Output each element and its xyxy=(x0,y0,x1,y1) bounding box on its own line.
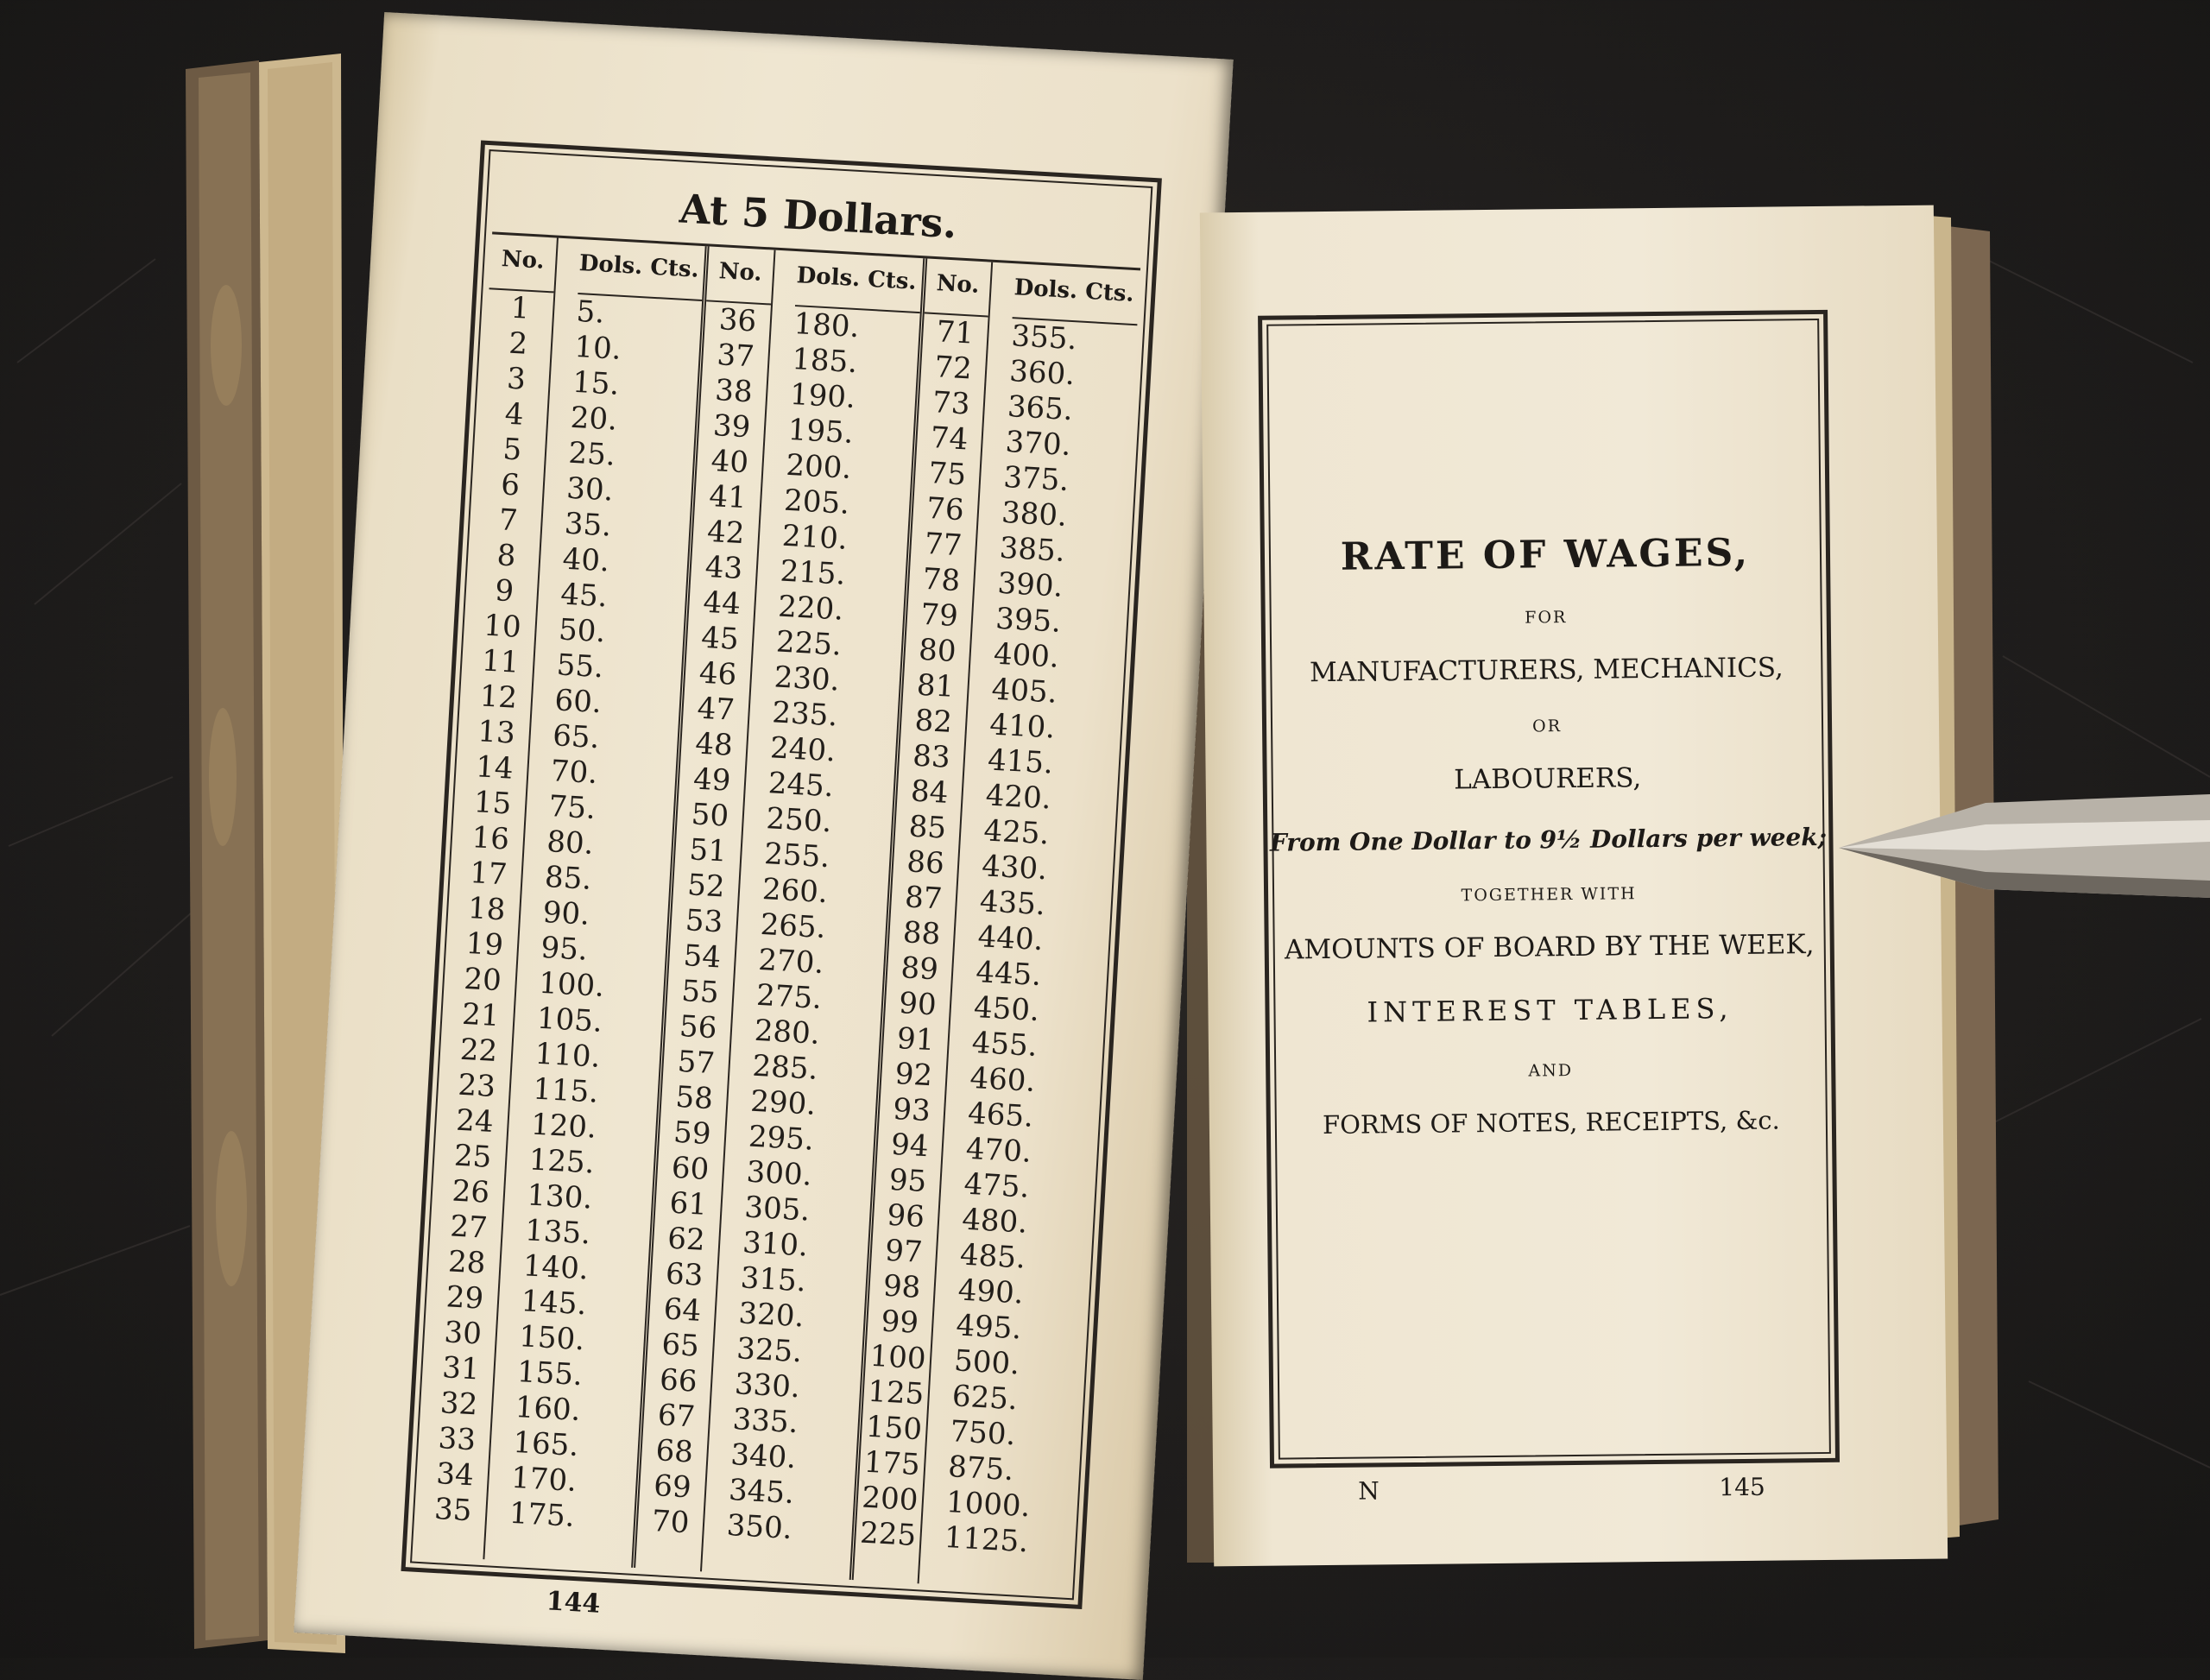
table-title: At 5 Dollars. xyxy=(678,185,958,248)
table-cell: 405. xyxy=(990,672,1058,711)
table-cell: 46 xyxy=(698,655,738,692)
table-cell: 2 xyxy=(508,325,529,362)
table-cell: 255. xyxy=(763,837,831,875)
column-header-no: No. xyxy=(706,246,774,305)
table-cell: 4 xyxy=(503,396,525,433)
table-cell: 15 xyxy=(472,785,513,822)
table-cell: 78 xyxy=(921,561,962,599)
table-cell: 10 xyxy=(483,608,522,645)
table-cell: 140. xyxy=(521,1248,590,1287)
table-cell: 335. xyxy=(731,1402,799,1441)
table-cell: 215. xyxy=(779,553,847,592)
table-cell: 7 xyxy=(497,502,519,539)
table-cell: 875. xyxy=(947,1449,1015,1488)
table-cell: 60 xyxy=(670,1150,710,1188)
table-cell: 84 xyxy=(909,774,950,811)
table-cell: 69 xyxy=(653,1468,692,1506)
table-cell: 70 xyxy=(650,1504,691,1541)
table-cell: 60. xyxy=(553,683,603,721)
title-line-interest: INTEREST TABLES, xyxy=(1367,992,1733,1029)
table-cell: 180. xyxy=(792,306,861,345)
table-cell: 45. xyxy=(559,577,609,615)
table-cell: 79 xyxy=(919,597,959,635)
table-cell: 29 xyxy=(445,1279,485,1317)
table-cell: 30 xyxy=(443,1315,483,1352)
table-cell: 90 xyxy=(898,986,938,1023)
table-cell: 98 xyxy=(881,1268,922,1305)
page-number-right: 145 xyxy=(1719,1472,1765,1502)
table-cell: 80 xyxy=(918,632,957,670)
table-cell: 52 xyxy=(686,868,726,905)
table-cell: 465. xyxy=(967,1096,1035,1134)
title-line-labourers: LABOURERS, xyxy=(1453,762,1642,796)
table-cell: 47 xyxy=(696,691,736,728)
table-cell: 45 xyxy=(700,620,740,657)
table-cell: 44 xyxy=(702,584,742,622)
table-cell: 23 xyxy=(457,1067,496,1105)
table-cell: 290. xyxy=(749,1083,818,1122)
table-cell: 11 xyxy=(480,643,521,680)
table-cell: 6 xyxy=(500,467,521,503)
table-cell: 385. xyxy=(998,530,1066,569)
table-cell: 750. xyxy=(949,1414,1017,1453)
table-cell: 470. xyxy=(964,1131,1032,1170)
table-cell: 96 xyxy=(886,1197,925,1235)
table-cell: 65. xyxy=(552,718,601,756)
table-cell: 24 xyxy=(455,1102,495,1140)
table-cell: 395. xyxy=(994,601,1063,640)
table-cell: 235. xyxy=(771,695,839,734)
table-cell: 53 xyxy=(684,903,724,940)
table-cell: 365. xyxy=(1006,389,1074,428)
table-cell: 76 xyxy=(925,490,965,528)
table-cell: 49 xyxy=(692,761,732,799)
table-cell: 58 xyxy=(674,1079,714,1117)
table-cell: 320. xyxy=(737,1296,805,1335)
table-cell: 39 xyxy=(711,408,752,445)
table-cell: 315. xyxy=(739,1260,807,1299)
table-cell: 21 xyxy=(461,996,501,1034)
table-cell: 8 xyxy=(496,538,517,574)
table-cell: 26 xyxy=(451,1173,491,1210)
table-cell: 17 xyxy=(469,856,508,893)
table-cell: 16 xyxy=(470,820,510,857)
table-cell: 12 xyxy=(478,679,519,716)
table-cell: 70. xyxy=(549,754,599,792)
connector-for: FOR xyxy=(1525,608,1568,628)
table-cell: 89 xyxy=(900,951,939,988)
table-cell: 165. xyxy=(512,1424,580,1464)
table-cell: 295. xyxy=(747,1119,815,1158)
table-cell: 220. xyxy=(777,589,845,628)
table-cell: 460. xyxy=(969,1060,1037,1099)
table-cell: 100. xyxy=(538,965,605,1004)
table-cell: 415. xyxy=(987,742,1054,781)
column-header-amount: Dols. Cts. xyxy=(795,251,923,313)
table-cell: 95. xyxy=(540,930,589,968)
wage-table xyxy=(401,140,1161,1609)
table-cell: 170. xyxy=(510,1460,578,1500)
table-cell: 120. xyxy=(530,1107,597,1146)
table-cell: 9 xyxy=(494,573,515,609)
table-cell: 245. xyxy=(767,766,835,805)
table-cell: 495. xyxy=(955,1308,1023,1347)
table-cell: 5 xyxy=(502,432,523,468)
table-cell: 35. xyxy=(563,506,613,544)
table-cell: 77 xyxy=(924,526,963,564)
table-cell: 100 xyxy=(868,1338,927,1377)
column-header-amount: Dols. Cts. xyxy=(578,239,705,301)
table-cell: 195. xyxy=(786,412,855,452)
signature-mark: N xyxy=(1358,1476,1380,1506)
table-cell: 31 xyxy=(441,1350,481,1387)
table-cell: 310. xyxy=(742,1225,809,1264)
table-cell: 150 xyxy=(865,1409,924,1448)
table-cell: 380. xyxy=(1001,495,1068,534)
table-cell: 83 xyxy=(912,738,951,775)
table-cell: 38 xyxy=(714,373,754,410)
table-cell: 28 xyxy=(447,1244,487,1281)
table-cell: 150. xyxy=(518,1319,586,1358)
table-columns xyxy=(418,231,1140,1592)
table-cell: 400. xyxy=(992,636,1060,675)
table-cell: 205. xyxy=(783,483,850,521)
table-cell: 42 xyxy=(706,514,746,552)
table-cell: 75 xyxy=(927,456,968,493)
table-cell: 27 xyxy=(449,1209,489,1246)
table-cell: 425. xyxy=(982,813,1051,852)
table-cell: 43 xyxy=(704,549,744,587)
table-cell: 36 xyxy=(717,302,758,339)
table-cell: 15. xyxy=(571,364,621,402)
table-cell: 370. xyxy=(1004,424,1072,464)
table-cell: 455. xyxy=(970,1025,1039,1064)
table-cell: 325. xyxy=(736,1331,804,1370)
table-cell: 345. xyxy=(728,1472,795,1512)
table-cell: 25 xyxy=(452,1138,493,1175)
table-cell: 190. xyxy=(789,376,856,416)
table-cell: 625. xyxy=(950,1379,1019,1418)
table-cell: 330. xyxy=(733,1367,801,1405)
table-cell: 13 xyxy=(477,714,516,751)
table-cell: 67 xyxy=(656,1398,697,1435)
table-cell: 200. xyxy=(785,447,853,486)
title-line-manufacturers: MANUFACTURERS, MECHANICS, xyxy=(1309,652,1784,689)
table-cell: 270. xyxy=(757,942,825,982)
table-cell: 50 xyxy=(690,797,730,834)
table-cell: 68 xyxy=(654,1433,695,1470)
table-cell: 360. xyxy=(1008,354,1077,393)
title-heading: RATE OF WAGES, xyxy=(1340,530,1751,579)
table-cell: 81 xyxy=(915,667,956,705)
table-cell: 240. xyxy=(769,730,837,769)
table-cell: 74 xyxy=(929,420,969,458)
table-cell: 94 xyxy=(890,1127,930,1165)
table-cell: 88 xyxy=(901,915,942,952)
table-cell: 155. xyxy=(516,1355,584,1393)
table-cell: 37 xyxy=(716,338,755,375)
table-cell: 87 xyxy=(904,880,944,917)
table-cell: 91 xyxy=(895,1021,936,1058)
table-cell: 54 xyxy=(682,938,723,976)
title-page-frame xyxy=(1258,310,1840,1468)
table-cell: 3 xyxy=(506,361,527,397)
table-cell: 490. xyxy=(957,1273,1025,1311)
table-cell: 85. xyxy=(544,859,593,897)
title-line-forms: FORMS OF NOTES, RECEIPTS, &c. xyxy=(1322,1105,1780,1140)
table-cell: 63 xyxy=(665,1256,704,1293)
table-cell: 210. xyxy=(780,518,849,557)
connector-or: OR xyxy=(1531,717,1563,736)
table-cell: 95 xyxy=(887,1162,928,1200)
table-cell: 185. xyxy=(791,341,859,381)
table-cell: 480. xyxy=(961,1202,1029,1241)
table-cell: 375. xyxy=(1002,459,1070,499)
table-cell: 130. xyxy=(526,1178,594,1216)
table-cell: 32 xyxy=(439,1386,479,1423)
table-cell: 250. xyxy=(765,801,833,840)
table-cell: 350. xyxy=(725,1507,793,1547)
table-cell: 355. xyxy=(1010,319,1078,357)
table-cell: 25. xyxy=(567,435,616,473)
table-cell: 51 xyxy=(688,832,728,869)
table-cell: 160. xyxy=(514,1389,582,1429)
table-cell: 175 xyxy=(862,1444,921,1483)
table-cell: 435. xyxy=(978,884,1046,923)
table-cell: 20. xyxy=(569,400,619,438)
table-cell: 10. xyxy=(573,329,622,367)
table-cell: 75. xyxy=(547,789,597,827)
table-cell: 485. xyxy=(959,1237,1026,1276)
table-cell: 135. xyxy=(524,1213,591,1252)
table-cell: 200 xyxy=(861,1480,919,1519)
table-cell: 125 xyxy=(867,1374,925,1412)
table-cell: 125. xyxy=(527,1142,596,1181)
column-header-no: No. xyxy=(489,234,556,293)
table-cell: 19 xyxy=(464,925,505,963)
table-cell: 55. xyxy=(555,647,605,685)
column-header-no: No. xyxy=(924,259,991,318)
table-cell: 145. xyxy=(520,1284,588,1323)
table-cell: 92 xyxy=(893,1056,934,1094)
table-cell: 34 xyxy=(435,1456,475,1494)
table-cell: 64 xyxy=(662,1292,703,1329)
table-cell: 285. xyxy=(751,1048,819,1087)
table-cell: 275. xyxy=(755,977,823,1017)
column-header-amount: Dols. Cts. xyxy=(1013,263,1140,325)
table-cell: 59 xyxy=(672,1115,712,1153)
table-cell: 420. xyxy=(984,778,1052,817)
table-cell: 340. xyxy=(729,1437,798,1476)
table-cell: 410. xyxy=(988,707,1057,746)
table-cell: 93 xyxy=(892,1091,931,1129)
table-cell: 300. xyxy=(745,1154,813,1193)
table-cell: 71 xyxy=(935,314,976,351)
table-cell: 20 xyxy=(463,961,502,999)
table-cell: 175. xyxy=(508,1495,576,1534)
table-cell: 40. xyxy=(561,541,610,579)
table-cell: 86 xyxy=(906,844,945,881)
table-cell: 80. xyxy=(546,824,595,862)
table-cell: 115. xyxy=(532,1071,600,1110)
table-cell: 40 xyxy=(710,443,750,481)
table-cell: 445. xyxy=(975,954,1043,994)
table-cell: 500. xyxy=(953,1343,1020,1382)
connector-and: AND xyxy=(1528,1061,1574,1081)
table-cell: 440. xyxy=(976,919,1045,958)
table-cell: 61 xyxy=(668,1185,709,1222)
table-cell: 35 xyxy=(433,1491,473,1529)
table-cell: 97 xyxy=(884,1233,924,1270)
table-cell: 225. xyxy=(775,624,843,663)
table-cell: 65 xyxy=(660,1327,700,1364)
table-cell: 230. xyxy=(773,660,841,698)
table-cell: 73 xyxy=(931,385,971,422)
table-cell: 99 xyxy=(880,1304,920,1341)
table-cell: 305. xyxy=(743,1190,811,1228)
connector-together-with: TOGETHER WITH xyxy=(1461,884,1637,906)
table-cell: 225 xyxy=(859,1515,918,1554)
table-cell: 48 xyxy=(694,726,734,763)
title-line-board: AMOUNTS OF BOARD BY THE WEEK, xyxy=(1284,929,1815,966)
table-cell: 90. xyxy=(541,894,590,932)
table-cell: 56 xyxy=(679,1008,718,1046)
table-cell: 50. xyxy=(558,612,607,650)
table-cell: 280. xyxy=(753,1013,821,1052)
table-cell: 57 xyxy=(676,1044,717,1082)
table-cell: 5. xyxy=(575,294,606,331)
title-line-range: From One Dollar to 9½ Dollars per week; xyxy=(1269,822,1828,857)
table-cell: 390. xyxy=(996,565,1064,604)
table-cell: 33 xyxy=(437,1421,477,1458)
table-cell: 475. xyxy=(963,1166,1031,1205)
table-cell: 62 xyxy=(666,1221,706,1258)
table-cell: 450. xyxy=(973,989,1040,1029)
table-cell: 85 xyxy=(907,809,948,846)
table-cell: 55 xyxy=(680,973,720,1011)
table-cell: 265. xyxy=(759,906,827,946)
table-cell: 1000. xyxy=(945,1485,1032,1525)
right-page xyxy=(1200,205,1948,1567)
table-cell: 66 xyxy=(659,1362,698,1399)
table-cell: 82 xyxy=(913,703,954,740)
table-cell: 1125. xyxy=(943,1519,1030,1560)
table-cell: 1 xyxy=(509,290,531,326)
table-cell: 260. xyxy=(761,872,829,911)
left-page xyxy=(294,12,1233,1680)
table-cell: 18 xyxy=(466,891,507,928)
page-number-left: 144 xyxy=(545,1586,602,1620)
table-cell: 72 xyxy=(933,350,973,387)
table-cell: 110. xyxy=(534,1036,602,1075)
table-cell: 14 xyxy=(475,749,515,786)
table-cell: 22 xyxy=(458,1032,499,1070)
table-cell: 41 xyxy=(708,478,748,516)
table-cell: 430. xyxy=(981,849,1049,887)
table-cell: 105. xyxy=(535,1001,603,1039)
table-cell: 30. xyxy=(565,471,615,508)
